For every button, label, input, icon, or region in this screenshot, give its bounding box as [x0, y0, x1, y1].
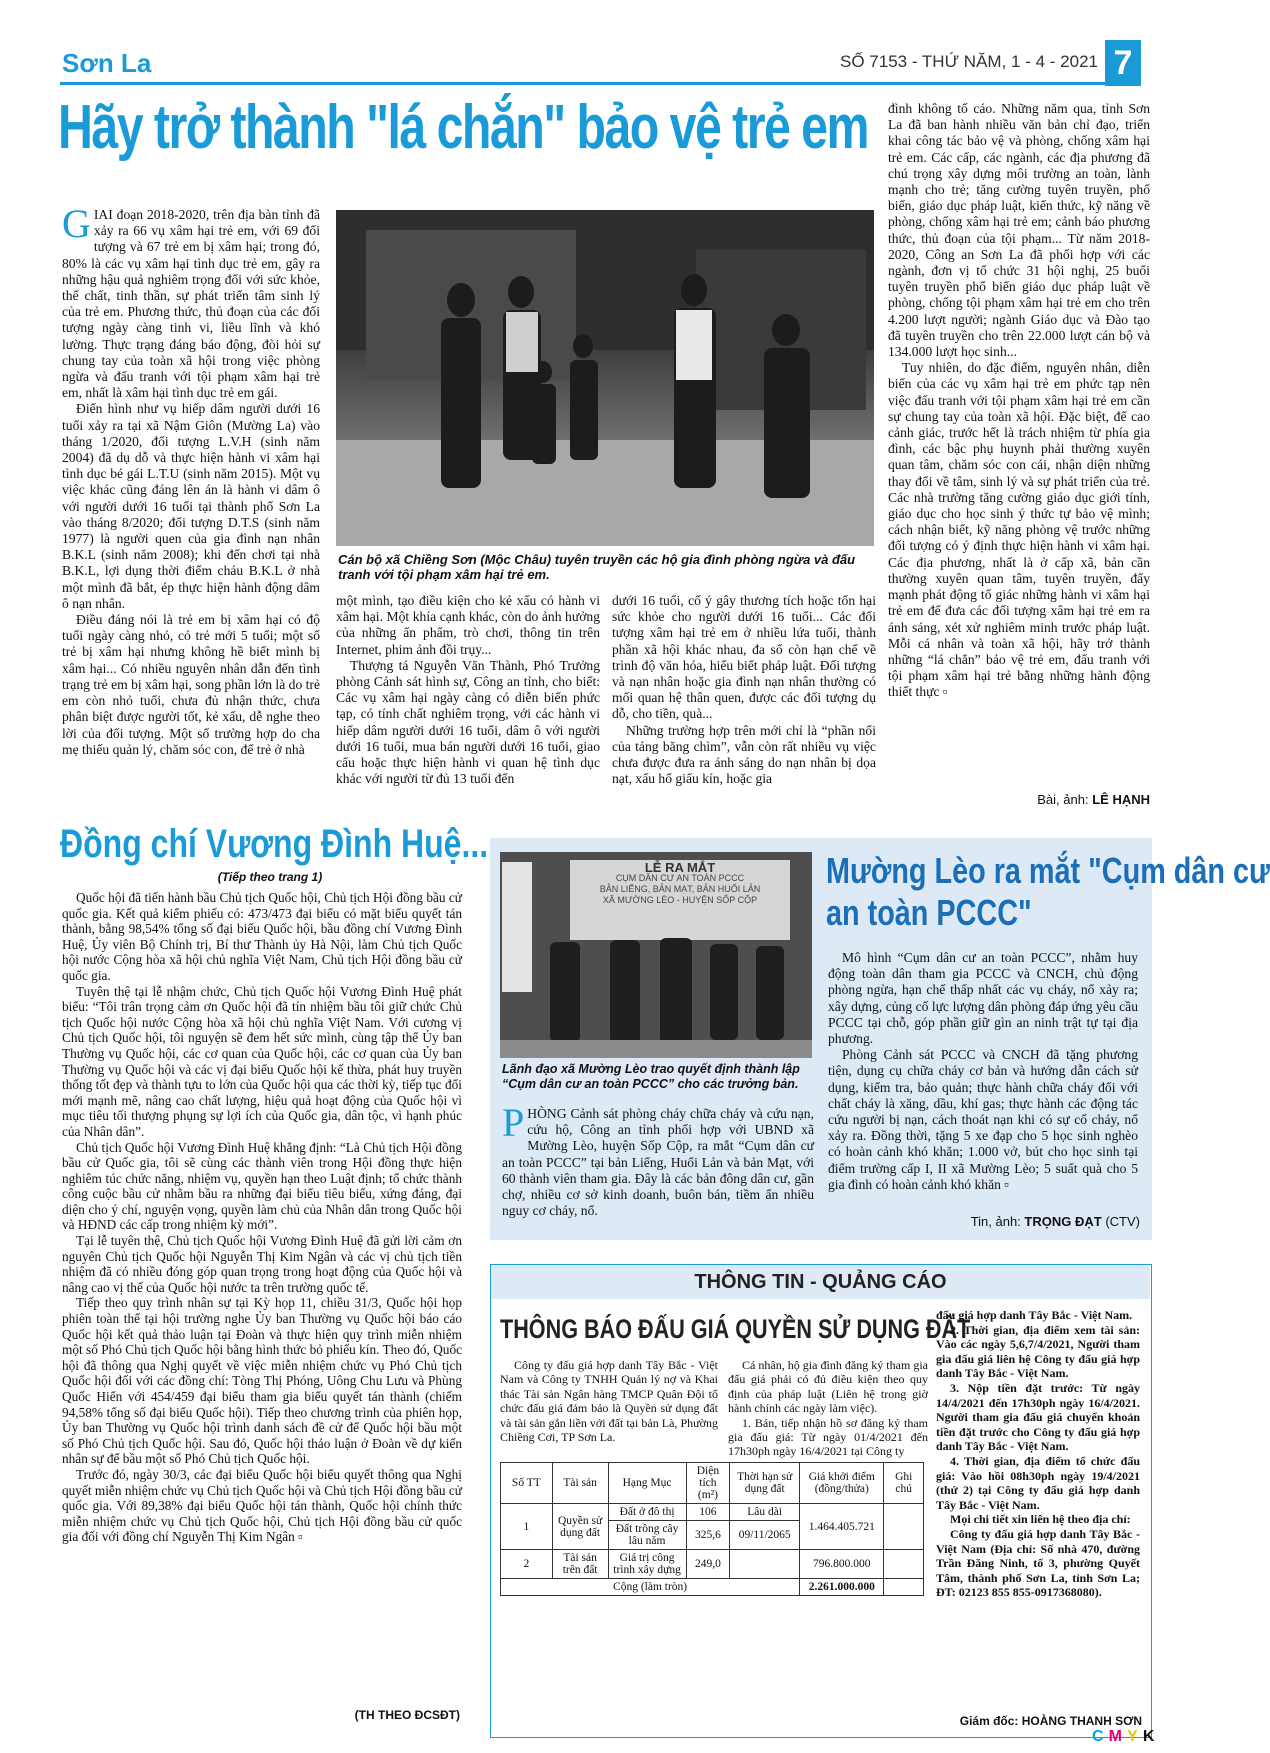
article1-paragraph: Điều đáng nói là trẻ em bị xâm hại có độ tuổi ngày càng nhỏ, có trẻ mới 5 tuổi; một số trẻ bị xâm hại nhưng không hề biết mình bị xâm hại... Có nhiều nguyên nhân dẫn đến tình trạng trẻ em bị xâm hại, song phần lớn là do trẻ em còn nhỏ tuổi, chưa đủ nhận thức, chưa phân biệt được người tốt, kẻ xấu, dễ nghe theo lời của đối tượng. Một số trường hợp do cha mẹ thiếu quản lý, chăm sóc con, để trẻ ở nhà: [62, 612, 320, 757]
table-cell: Đất trồng cây lâu năm: [608, 1521, 686, 1550]
ad-paragraph: 3. Nộp tiền đặt trước: Từ ngày 14/4/2021 đến 17h30ph ngày 16/4/2021. Người tham gia đấu giá chuyển khoản tiền đặt trước cho Công ty đấu giá hợp danh Tây Bắc - Việt Nam.: [936, 1380, 1140, 1454]
byline-prefix: Bài, ảnh:: [1037, 792, 1089, 807]
article3-title-line2: an toàn PCCC": [826, 892, 1032, 933]
table-cell: 106: [686, 1504, 730, 1521]
banner-line: LỄ RA MẮT: [644, 860, 716, 875]
cmyk-m: M: [1108, 1728, 1122, 1745]
table-header: Giá khởi điểm (đồng/thửa): [800, 1463, 884, 1504]
table-header: Diện tích (m²): [686, 1463, 730, 1504]
banner-line: CỤM DÂN CƯ AN TOÀN PCCC: [615, 873, 745, 883]
article1-paragraph: dưới 16 tuổi, cố ý gây thương tích hoặc tổn hại sức khỏe cho người dưới 16 tuổi... Các đối tượng xâm hại trẻ em ở nhiều lứa tuổi, thành phần xã hội khác nhau, đa số còn hạn chế về trình độ văn hóa, hiểu biết pháp luật. Đối tượng và nạn nhân hoặc gia đình nạn nhân thường có mối quan hệ thân quen, được các đối tượng dụ dỗ, cho tiền, quà...: [612, 593, 876, 722]
ad-col3: [936, 1308, 1140, 1712]
table-cell: Đất ở đô thị: [608, 1504, 686, 1521]
article3-photo: [500, 852, 812, 1058]
table-header: Hạng Mục: [608, 1463, 686, 1504]
article2-continued: (Tiếp theo trang 1): [217, 870, 323, 884]
section-name: Sơn La: [62, 48, 152, 78]
ad-col2: [728, 1358, 928, 1458]
banner-line: XÃ MƯỜNG LÈO - HUYỆN SỐP CỘP: [602, 895, 758, 905]
ad-title: THÔNG BÁO ĐẤU GIÁ QUYỀN SỬ DỤNG ĐẤT: [500, 1314, 971, 1344]
byline-author: TRỌNG ĐẠT: [1024, 1214, 1102, 1229]
article2-paragraph: Quốc hội đã tiến hành bầu Chủ tịch Quốc hội, Chủ tịch Hội đồng bầu cử quốc gia. Kết quả kiểm phiếu có: 473/473 đại biểu có mặt biểu quyết tán thành, bằng 98,54% tổng số đại biểu Quốc hội, bầu đồng chí Vương Đình Huệ, Ủy viên Bộ Chính trị, Bí thư Thành ủy Hà Nội, làm Chủ tịch Quốc hội nước Cộng hòa xã hội chủ nghĩa Việt Nam, Chủ tịch Hội đồng bầu cử quốc gia.: [62, 890, 462, 983]
table-row: [501, 1550, 924, 1579]
article2-title: Đồng chí Vương Đình Huệ...: [60, 822, 489, 866]
article1-photo-caption: Cán bộ xã Chiềng Sơn (Mộc Châu) tuyên truyền các hộ gia đình phòng ngừa và đấu tranh với tội phạm xâm hại trẻ em.: [338, 552, 856, 582]
ad-paragraph: Công ty đấu giá hợp danh Tây Bắc - Việt Nam và Công ty TNHH Quản lý nợ và Khai thác Tài sản Ngân hàng TMCP Quân Đội tổ chức đấu giá đảm bảo là Quyền sử dụng đất và tài sản gắn liền với đất tại bản Là, Phường Chiềng Cơi, TP Sơn La.: [500, 1358, 718, 1445]
article1-col1: [62, 201, 320, 807]
banner-line: BẢN LIẾNG, BẢN MẠT, BẢN HUỔI LẢN: [599, 884, 761, 894]
article1-col3: [612, 593, 876, 809]
cmyk-y: Y: [1127, 1728, 1138, 1745]
table-total-row: [501, 1579, 924, 1596]
article3-paragraph: Phòng Cảnh sát PCCC và CNCH đã tặng phương tiện, dụng cụ chữa cháy cơ bản và hướng dẫn cách sử dụng, kiểm tra, bảo quản; thực hành chữa cháy đối với chất cháy là xăng, dầu, khí gas; thực hành các động tác cứu người bị nạn, cách thoát nạn khi có sự cố cháy, nổ xảy ra. Đồng thời, tặng 5 xe đạp cho 5 học sinh nghèo có hoàn cảnh khó khăn; 1.000 vở, bút cho học sinh tại điểm trường cấp I, II xã Mường Lèo; 5 suất quà cho 5 gia đình có hoàn cảnh khó khăn ▫: [828, 1047, 1138, 1192]
ad-paragraph: 4. Thời gian, địa điểm tổ chức đấu giá: Vào hồi 08h30ph ngày 19/4/2021 (thứ 2) tại Công ty đấu giá hợp danh Tây Bắc - Việt Nam.: [936, 1453, 1140, 1512]
article1-paragraph: GIAI đoạn 2018-2020, trên địa bàn tỉnh đã xảy ra 66 vụ xâm hại trẻ em, với 69 đối tượng và 67 trẻ em bị xâm hại; trong đó, 80% là các vụ xâm hại tình dục trẻ em, gây ra những hậu quả nghiêm trọng đối với sức khỏe, thể chất, tinh thần, sự phát triển tâm sinh lý của trẻ em. Phương thức, thủ đoạn của các đối tượng ngày càng tinh vi, liều lĩnh và khó lường. Thực trạng đáng báo động, đòi hỏi sự chung tay của toàn xã hội trong việc phòng ngừa và đấu tranh với tội phạm xâm hại trẻ em, nhất là xâm hại tình dục trẻ em gái.: [62, 201, 320, 401]
table-header: Thời hạn sử dụng đất: [730, 1463, 800, 1504]
table-header-row: [501, 1463, 924, 1504]
article2-paragraph: Tuyên thệ tại lễ nhậm chức, Chủ tịch Quốc hội Vương Đình Huệ phát biểu: “Tôi trân trọng cảm ơn Quốc hội đã tín nhiệm bầu tôi giữ chức Chủ tịch Quốc hội nước Cộng hòa xã hội chủ nghĩa Việt Nam. Với cương vị Chủ tịch Quốc hội, tôi nguyện sẽ đem hết sức mình, cùng tập thể Ủy ban Thường vụ Quốc hội, các cơ quan của Quốc hội, các cơ quan của Ủy ban Thường vụ Quốc hội và các vị đại biểu Quốc hội kế thừa, phát huy truyền thống tốt đẹp và thành tựu to lớn của Quốc hội qua các thời kỳ, tiếp tục đổi mới mạnh mẽ, nâng cao chất lượng, hiệu quả hoạt động của Quốc hội vì mục tiêu tối thượng phụng sự lợi ích của Quốc gia, dân tộc, vì hạnh phúc của Nhân dân”.: [62, 983, 462, 1139]
cmyk-c: C: [1092, 1728, 1104, 1745]
article1-paragraph: Những trường hợp trên mới chỉ là “phần nổi của tảng băng chìm”, vẫn còn rất nhiều vụ việc chưa được đưa ra ánh sáng do nạn nhân bị dọa nạt, xấu hổ giấu kín, hoặc gia: [612, 722, 876, 787]
article1-paragraph: một mình, tạo điều kiện cho kẻ xấu có hành vi xâm hại. Một khía cạnh khác, còn do ảnh hưởng của những ấn phẩm, trò chơi, thông tin trên Internet, phim ảnh đồi trụy...: [336, 593, 600, 657]
page-number: 7: [1105, 40, 1141, 86]
table-cell: [884, 1504, 924, 1550]
table-cell: 796.800.000: [800, 1550, 884, 1579]
article3-photo-caption: Lãnh đạo xã Mường Lèo trao quyết định thành lập “Cụm dân cư an toàn PCCC” cho các trưởng bản.: [502, 1062, 800, 1091]
article2-paragraph: Tại lễ tuyên thệ, Chủ tịch Quốc hội Vương Đình Huệ đã gửi lời cảm ơn nguyên Chủ tịch Quốc hội Nguyễn Thị Kim Ngân và các vị chủ tịch tiền nhiệm đã có nhiều đóng góp quan trọng trong hoạt động của Quốc hội và nâng cao vị thế của Quốc hội nước ta trên trường quốc tế.: [62, 1233, 462, 1295]
article3-byline: [828, 1214, 1140, 1229]
article2-paragraph: Trước đó, ngày 30/3, các đại biểu Quốc hội biểu quyết thông qua Nghị quyết miễn nhiệm chức vụ Chủ tịch Quốc hội và Chủ tịch Hội đồng bầu cử quốc gia. Với 89,38% đại biểu Quốc hội tán thành, Quốc hội chính thức miễn nhiệm chức vụ Chủ tịch Quốc hội, Chủ tịch Hội đồng bầu cử quốc gia đối với đồng chí Nguyễn Thị Kim Ngân ▫: [62, 1466, 462, 1545]
auction-table-wrap: [500, 1462, 924, 1596]
article1-col2: [336, 593, 600, 809]
table-header: Số TT: [501, 1463, 553, 1504]
article3-right: [828, 950, 1138, 1200]
table-cell: [884, 1579, 924, 1596]
ad-paragraph: đấu giá hợp danh Tây Bắc - Việt Nam.: [936, 1308, 1133, 1322]
table-header: Ghi chú: [884, 1463, 924, 1504]
auction-table: [500, 1462, 924, 1596]
table-cell: Lâu dài: [730, 1504, 800, 1521]
cmyk-mark: [1092, 1726, 1154, 1746]
table-cell: 249,0: [686, 1550, 730, 1579]
table-cell: [884, 1550, 924, 1579]
ad-paragraph: Cá nhân, hộ gia đình đăng ký tham gia đấu giá phải có đủ điều kiện theo quy định của pháp luật (Liên hệ trong giờ hành chính các ngày làm việc).: [728, 1358, 928, 1416]
table-cell: 2: [501, 1550, 553, 1579]
article2-paragraph: Chủ tịch Quốc hội Vương Đình Huệ khẳng định: “Là Chủ tịch Hội đồng bầu cử Quốc gia, tôi sẽ cùng các thành viên trong Hội đồng thực hiện nghiêm túc chức năng, nhiệm vụ, quyền hạn theo Luật định; tổ chức thành công cuộc bầu cử nhằm bầu ra những đại biểu tiêu biểu, xứng đáng, đại diện cho ý chí, nguyện vọng, quyền làm chủ của Nhân dân trong Quốc hội và HĐND các cấp trong nhiệm kỳ mới”.: [62, 1139, 462, 1233]
article1-col4: [888, 101, 1150, 791]
table-cell: Tài sản trên đất: [552, 1550, 608, 1579]
table-cell: 325,6: [686, 1521, 730, 1550]
article1-title: Hãy trở thành "lá chắn" bảo vệ trẻ em: [58, 93, 868, 162]
table-cell: 1: [501, 1504, 553, 1550]
ad-paragraph: Mọi chi tiết xin liên hệ theo địa chỉ:: [950, 1512, 1131, 1527]
article1-paragraph: Thượng tá Nguyễn Văn Thành, Phó Trưởng phòng Cảnh sát hình sự, Công an tỉnh, cho biết: Các vụ xâm hại ngày càng có diễn biến phức tạp, có tính chất nghiêm trọng, với các hành vi hiếp dâm người dưới 16 tuổi, dâm ô với người dưới 16 tuổi, mua bán người dưới 16 tuổi, giao cấu hoặc thực hiện hành vi quan hệ tình dục khác với người từ đủ 13 tuổi đến: [336, 657, 600, 787]
table-cell: 09/11/2065: [730, 1521, 800, 1550]
article1-byline: [888, 792, 1150, 807]
ad-signature: Giám đốc: HOÀNG THANH SƠN: [959, 1714, 1142, 1728]
header-rule: [60, 82, 1110, 85]
ad-paragraph: Công ty đấu giá hợp danh Tây Bắc - Việt Nam (Địa chỉ: Số nhà 470, đường Trần Đăng Ninh, tổ 3, phường Quyết Tâm, thành phố Sơn La, tỉnh Sơn La; ĐT: 02123 855 855-0917368080).: [936, 1526, 1140, 1600]
table-cell: Quyền sử dụng đất: [552, 1504, 608, 1550]
article1-paragraph: đình không tố cáo. Những năm qua, tỉnh Sơn La đã ban hành nhiều văn bản chỉ đạo, triển khai công tác bảo vệ và phòng, chống xâm hại trẻ em. Các cấp, các ngành, các địa phương đã chú trọng xây dựng môi trường an toàn, lành mạnh cho trẻ; tăng cường tuyên truyền, phổ biến, giáo dục pháp luật, kiến thức, kỹ năng về phòng, chống xâm hại trẻ em; cảnh báo phương thức, thủ đoạn của tội phạm... Từ năm 2018-2020, Công an Sơn La đã phối hợp với các ngành, đơn vị tổ chức 31 hội nghị, 25 buổi tuyên truyền phổ biến giáo dục pháp luật về phòng, chống tội phạm xâm hại trẻ em cho trên 4.200 lượt người; ngành Giáo dục và Đào tạo đã tuyên truyền cho trên 22.000 lượt cán bộ và 134.000 lượt học sinh...: [888, 101, 1150, 360]
byline-author: LÊ HẠNH: [1092, 792, 1150, 807]
ad-header: THÔNG TIN - QUẢNG CÁO: [491, 1265, 1150, 1299]
ad-paragraph: 2. Thời gian, địa điểm xem tài sản: Vào các ngày 5,6,7/4/2021, Người tham gia đấu giá liên hệ Công ty đấu giá hợp danh Tây Bắc - Việt Nam.: [936, 1322, 1140, 1381]
cmyk-k: K: [1142, 1728, 1155, 1745]
article1-photo: [336, 210, 874, 546]
table-cell: Cộng (làm tròn): [501, 1579, 800, 1596]
article2-paragraph: Tiếp theo quy trình nhân sự tại Kỳ họp 11, chiều 31/3, Quốc hội họp phiên toàn thể tại hội trường nghe Ủy ban Thường vụ Quốc hội báo cáo Quốc hội kết quả thảo luận tại Đoàn và thực hiện quy trình miễn nhiệm một số Phó Chủ tịch Quốc hội bằng hình thức bỏ phiếu kín. Theo đó, Quốc hội đã thông qua Nghị quyết về việc miễn nhiệm chức vụ Phó Chủ tịch Quốc hội đối với các đồng chí: Tòng Thị Phóng, Uông Chu Lưu và Phùng Quốc Hiển với 454/459 đại biểu tham gia biểu quyết tán thành (chiếm 94,58% tổng số đại biểu Quốc hội). Tiếp theo chương trình của phiên họp, Ủy ban Thường vụ Quốc hội trình danh sách đề cử để Quốc hội bầu một số Phó Chủ tịch Quốc hội. Sau đó, Quốc hội thảo luận ở Đoàn về dự kiến nhân sự để bầu một số Phó Chủ tịch Quốc hội.: [62, 1295, 462, 1467]
article2-source: (TH THEO ĐCSĐT): [354, 1708, 460, 1722]
article1-paragraph: Điển hình như vụ hiếp dâm người dưới 16 tuổi xảy ra tại xã Nậm Giôn (Mường La) vào tháng 1/2020, đối tượng L.V.H (sinh năm 2004) đã dụ dỗ và thực hiện hành vi xâm hại tình dục bé gái L.T.U (sinh năm 2015). Một vụ việc khác cũng đáng lên án là hành vi dâm ô với người dưới 16 tuổi tại thành phố Sơn La vào tháng 8/2020; đối tượng D.T.S (sinh năm 1977) là người quen của gia đình nạn nhân B.K.L (sinh năm 2008); khi đến chơi tại nhà B.K.L, lợi dụng thời điểm cháu B.K.L ở nhà một mình đã bắt, ép thực hiện hành động dâm ô nạn nhân.: [62, 401, 320, 611]
issue-info: SỐ 7153 - THỨ NĂM, 1 - 4 - 2021: [840, 52, 1098, 71]
table-cell: 2.261.000.000: [800, 1579, 884, 1596]
ad-col1: [500, 1358, 718, 1458]
byline-suffix: (CTV): [1105, 1214, 1140, 1229]
table-cell: Giá trị công trình xây dựng: [608, 1550, 686, 1579]
article2-body: [62, 890, 462, 1704]
article3-intro: [502, 1100, 814, 1232]
article1-photo-illustration: [336, 210, 874, 546]
table-cell: [730, 1550, 800, 1579]
ad-paragraph: 1. Bán, tiếp nhận hồ sơ đăng ký tham gia đấu giá: Từ ngày 01/4/2021 đến 17h30ph ngày 16/4/2021 tại Công ty: [728, 1415, 928, 1459]
table-cell: 1.464.405.721: [800, 1504, 884, 1550]
article3-paragraph: PHÒNG Cảnh sát phòng cháy chữa cháy và cứu nạn, cứu hộ, Công an tỉnh phối hợp với UBND xã Mường Lèo, huyện Sốp Cộp, ra mắt “Cụm dân cư an toàn PCCC” tại bản Liếng, Huổi Lản và bản Mạt, với 60 thành viên tham gia. Đây là các bản đông dân cư, gần chợ, nhiều cơ sở kinh doanh, buôn bán, tiềm ẩn nhiều nguy cơ cháy, nổ.: [502, 1100, 814, 1219]
table-header: Tài sản: [552, 1463, 608, 1504]
article1-paragraph: Tuy nhiên, do đặc điểm, nguyên nhân, diễn biến của các vụ xâm hại trẻ em phức tạp nên việc đấu tranh với tội phạm xâm hại trẻ em cần sự chung tay của toàn xã hội. Đặc biệt, để cao cảnh giác, trước hết là trách nhiệm từ phía gia đình, các bậc phụ huynh phải thường xuyên quan tâm, chăm sóc con cái, nhận diện những thay đổi về tâm, sinh lý và sự phát triển của trẻ. Các nhà trường tăng cường giáo dục giới tính, giáo dục cho học sinh ý thức tự bảo vệ mình; cách nhận biết, kỹ năng phòng vệ trước những đối tượng có ý định thực hiện hành vi xâm hại. Các địa phương, nhất là ở cấp xã, bản cần thường xuyên quan tâm, tuyên truyền, đẩy mạnh phát động tố giác những hành vi xâm hại trẻ em để đưa các đối tượng xâm hại trẻ em ra ánh sáng, xét xử nghiêm minh trước pháp luật. Mỗi cá nhân và toàn xã hội, hãy trở thành những “lá chắn” bảo vệ trẻ em, đấu tranh với tội phạm xâm hại trẻ bằng những hành động thiết thực ▫: [888, 360, 1150, 700]
article3-banner: [570, 862, 790, 906]
article3-title-line1: Mường Lèo ra mắt "Cụm dân cư: [826, 850, 1270, 891]
byline-prefix: Tin, ảnh:: [970, 1214, 1021, 1229]
article3-paragraph: Mô hình “Cụm dân cư an toàn PCCC”, nhằm huy động toàn dân tham gia PCCC và CNCH, chủ động phòng ngừa, hạn chế thấp nhất các vụ cháy, nổ xảy ra; xây dựng, củng cố lực lượng dân phòng đáp ứng yêu cầu PCCC tại chỗ, góp phần giữ gìn an ninh trật tự tại địa phương.: [828, 950, 1138, 1047]
table-row: [501, 1504, 924, 1521]
